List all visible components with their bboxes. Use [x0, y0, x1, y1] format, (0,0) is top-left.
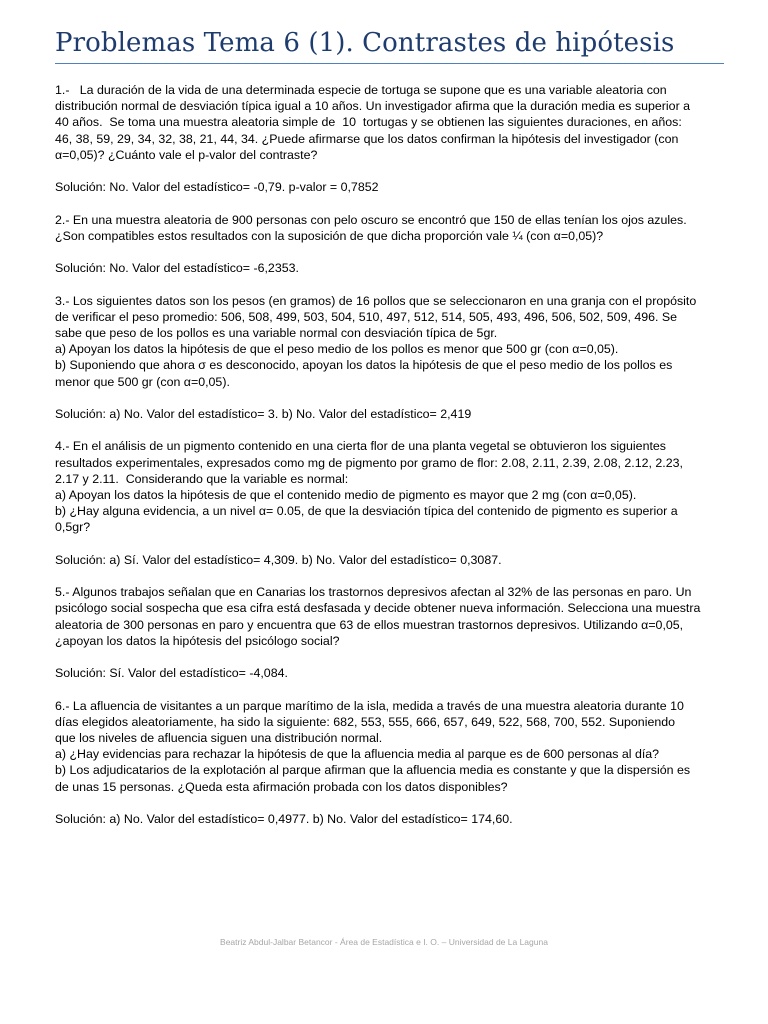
spacer	[55, 390, 725, 406]
problem-line: b) ¿Hay alguna evidencia, a un nivel α= 0.05, de que la desviación típica del contenido de pigmento es superior a	[55, 504, 678, 519]
problem-line: ¿Son compatibles estos resultados con la suposición de que dicha proporción vale ¼ (con α=0,05)?	[55, 228, 604, 243]
spacer	[55, 681, 725, 697]
problem-solution: Solución: a) No. Valor del estadístico= 3. b) No. Valor del estadístico= 2,419	[55, 406, 472, 421]
spacer	[55, 795, 725, 811]
problem-5	[55, 584, 725, 697]
spacer	[55, 568, 725, 584]
problems-list	[55, 82, 725, 827]
spacer	[55, 649, 725, 665]
page-footer: Beatriz Abdul-Jalbar Betancor - Área de Estadística e I. O. – Universidad de La Laguna	[220, 937, 548, 947]
problem-2	[55, 212, 725, 293]
problem-line: que los niveles de afluencia siguen una distribución normal.	[55, 730, 383, 745]
problem-line: 40 años. Se toma una muestra aleatoria simple de 10 tortugas y se obtienen las siguientes duraciones, en años:	[55, 115, 682, 130]
problem-line: a) ¿Hay evidencias para rechazar la hipótesis de que la afluencia media al parque es de 600 personas al día?	[55, 747, 660, 762]
problem-solution: Solución: a) Sí. Valor del estadístico= 4,309. b) No. Valor del estadístico= 0,3087.	[55, 552, 502, 567]
problem-solution: Solución: No. Valor del estadístico= -0,79. p-valor = 0,7852	[55, 180, 379, 195]
problem-line: 2.17 y 2.11. Considerando que la variable es normal:	[55, 471, 349, 486]
problem-line: 5.- Algunos trabajos señalan que en Canarias los trastornos depresivos afectan al 32% de las personas en paro. Un	[55, 585, 692, 600]
spacer	[55, 244, 725, 260]
problem-line: a) Apoyan los datos la hipótesis de que el contenido medio de pigmento es mayor que 2 mg (con α=0,05).	[55, 487, 637, 502]
spacer	[55, 536, 725, 552]
problem-line: 6.- La afluencia de visitantes a un parque marítimo de la isla, medida a través de una muestra aleatoria durante 10	[55, 698, 684, 713]
spacer	[55, 276, 725, 292]
problem-line: 1.- La duración de la vida de una determinada especie de tortuga se supone que es una variable aleatoria con	[55, 83, 667, 97]
problem-solution: Solución: No. Valor del estadístico= -6,2353.	[55, 261, 299, 276]
problem-3	[55, 293, 725, 439]
page-title: Problemas Tema 6 (1). Contrastes de hipótesis	[55, 28, 675, 58]
problem-line: ¿apoyan los datos la hipótesis del psicólogo social?	[55, 633, 340, 648]
problem-line: 46, 38, 59, 29, 34, 32, 38, 21, 44, 34. ¿Puede afirmarse que los datos confirman la hipótesis del investigador (con	[55, 131, 679, 146]
problem-line: días elegidos aleatoriamente, ha sido la siguiente: 682, 553, 555, 666, 657, 649, 522, 568, 700, 552. Suponiendo	[55, 714, 676, 729]
problem-line: aleatoria de 300 personas en paro y encuentra que 63 de ellos muestran trastornos depresivos. Utilizando α=0,05,	[55, 617, 684, 632]
problem-4	[55, 438, 725, 584]
problem-line: de unas 15 personas. ¿Queda esta afirmación probada con los datos disponibles?	[55, 779, 508, 794]
spacer	[55, 195, 725, 211]
spacer	[55, 163, 725, 179]
problem-solution: Solución: a) No. Valor del estadístico= 0,4977. b) No. Valor del estadístico= 174,60.	[55, 811, 513, 826]
problem-line: 0,5gr?	[55, 520, 91, 535]
problem-line: 3.- Los siguientes datos son los pesos (en gramos) de 16 pollos que se seleccionaron en una granja con el propósito	[55, 293, 697, 308]
problem-line: menor que 500 gr (con α=0,05).	[55, 374, 230, 389]
problem-line: b) Suponiendo que ahora σ es desconocido, apoyan los datos la hipótesis de que el peso medio de los pollos es	[55, 358, 673, 373]
problem-1	[55, 82, 725, 212]
problem-line: 2.- En una muestra aleatoria de 900 personas con pelo oscuro se encontró que 150 de ellas tenían los ojos azules.	[55, 212, 687, 227]
problem-line: distribución normal de desviación típica igual a 10 años. Un investigador afirma que la duración media es superior a	[55, 99, 691, 114]
problem-line: α=0,05)? ¿Cuánto vale el p-valor del contraste?	[55, 147, 318, 162]
problem-line: a) Apoyan los datos la hipótesis de que el peso medio de los pollos es menor que 500 gr (con α=0,05).	[55, 342, 619, 357]
problem-line: 4.- En el análisis de un pigmento contenido en una cierta flor de una planta vegetal se obtuvieron los siguientes	[55, 439, 666, 454]
problem-line: psicólogo social sospecha que esa cifra está desfasada y decide obtener nueva información. Selecciona una muestra	[55, 601, 701, 616]
problem-line: sabe que peso de los pollos es una variable normal con desviación típica de 5gr.	[55, 325, 498, 340]
spacer	[55, 422, 725, 438]
title-underline	[55, 63, 724, 64]
problem-line: de verificar el peso promedio: 506, 508, 499, 503, 504, 510, 497, 512, 514, 505, 493, 496, 506, 502, 509, 496. Se	[55, 309, 678, 324]
problem-solution: Solución: Sí. Valor del estadístico= -4,084.	[55, 666, 288, 681]
problem-6	[55, 698, 725, 828]
problem-line: b) Los adjudicatarios de la explotación al parque afirman que la afluencia media es constante y que la dispersión es	[55, 763, 691, 778]
problem-line: resultados experimentales, expresados como mg de pigmento por gramo de flor: 2.08, 2.11, 2.39, 2.08, 2.12, 2.23,	[55, 455, 683, 470]
